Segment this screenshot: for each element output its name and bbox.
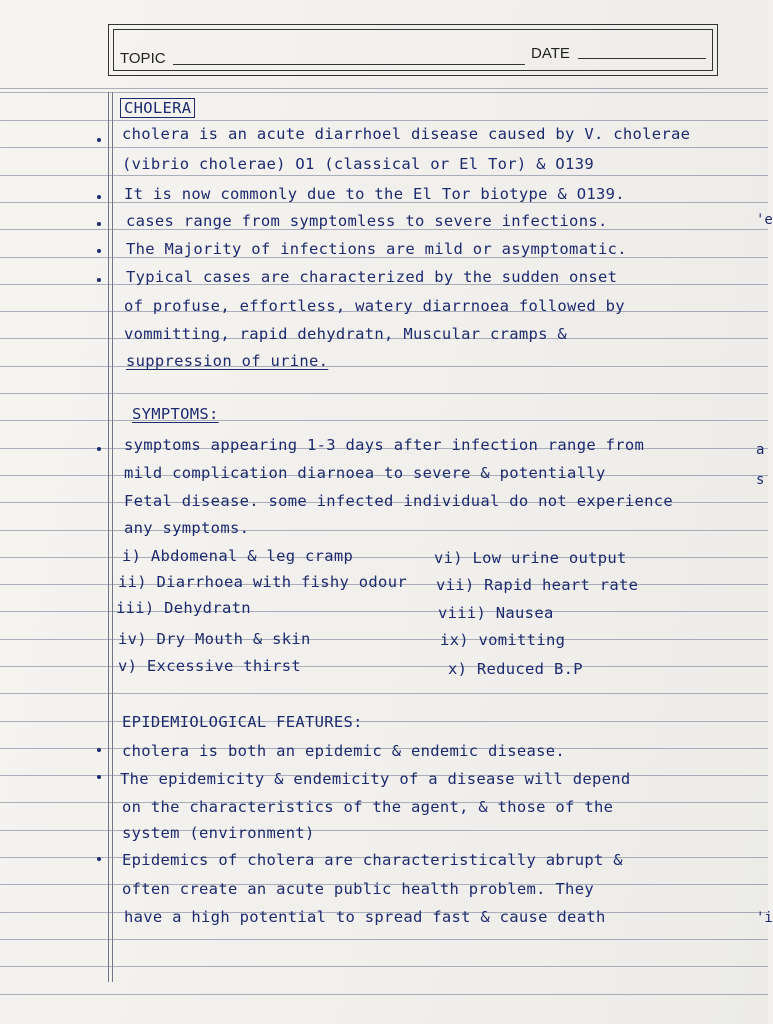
text-line: mild complication diarnoea to severe & potentially (124, 464, 606, 482)
text-line: cholera is an acute diarrhoel disease caused by V. cholerae (122, 125, 691, 143)
ruled-line (0, 557, 768, 558)
text-line: system (environment) (122, 824, 315, 842)
ruled-line (0, 88, 768, 89)
text-line: on the characteristics of the agent, & those of the (122, 798, 614, 816)
bullet (97, 447, 101, 451)
text-line: any symptoms. (124, 519, 250, 537)
margin-line-inner (112, 92, 113, 982)
text-line: Epidemics of cholera are characteristically abrupt & (122, 851, 623, 869)
text-line: symptoms appearing 1-3 days after infection range from (124, 436, 645, 454)
topic-label: TOPIC (120, 50, 166, 67)
ruled-line (0, 393, 768, 394)
margin-line-outer (108, 92, 109, 982)
bullet (97, 195, 101, 199)
ruled-line (0, 147, 768, 148)
section-title-symptoms: SYMPTOMS: (132, 405, 219, 423)
symptom-item: v) Excessive thirst (118, 657, 302, 675)
ruled-line (0, 120, 768, 121)
margin-mark: s (756, 472, 765, 488)
symptom-item: ix) vomitting (440, 631, 566, 649)
ruled-line (0, 994, 768, 995)
date-label: DATE (531, 45, 570, 62)
ruled-line (0, 175, 768, 176)
symptom-item: i) Abdomenal & leg cramp (122, 547, 354, 565)
bullet (97, 222, 101, 226)
ruled-line (0, 530, 768, 531)
ruled-line (0, 420, 768, 421)
text-line: often create an acute public health problem. They (122, 880, 594, 898)
ruled-line (0, 693, 768, 694)
ruled-line (0, 830, 768, 831)
date-line (578, 58, 706, 59)
ruled-line (0, 366, 768, 367)
symptom-item: ii) Diarrhoea with fishy odour (118, 573, 407, 591)
bullet (97, 249, 101, 253)
ruled-line (0, 639, 768, 640)
text-line: cases range from symptomless to severe infections. (126, 212, 608, 230)
symptom-item: iii) Dehydratn (116, 599, 251, 617)
text-line: Fetal disease. some infected individual do not experience (124, 492, 674, 510)
text-line: cholera is both an epidemic & endemic disease. (122, 742, 566, 760)
margin-mark: 'e (756, 212, 773, 228)
text-line: The epidemicity & endemicity of a disease will depend (120, 770, 631, 788)
text-line: (vibrio cholerae) O1 (classical or El Tor) & O139 (122, 155, 594, 173)
text-line: suppression of urine. (126, 352, 329, 370)
ruled-line (0, 92, 768, 93)
ruled-line (0, 939, 768, 940)
symptom-item: iv) Dry Mouth & skin (118, 630, 311, 648)
topic-line (173, 64, 525, 65)
margin-mark: a (756, 442, 765, 458)
text-line: Typical cases are characterized by the sudden onset (126, 268, 618, 286)
bullet (97, 857, 101, 861)
section-title-cholera: CHOLERA (120, 98, 195, 118)
bullet (97, 278, 101, 282)
symptom-item: x) Reduced B.P (448, 660, 583, 678)
text-line: It is now commonly due to the El Tor biotype & O139. (124, 185, 625, 203)
bullet (97, 748, 101, 752)
text-line: The Majority of infections are mild or asymptomatic. (126, 240, 627, 258)
ruled-line (0, 666, 768, 667)
symptom-item: vi) Low urine output (434, 549, 627, 567)
bullet (97, 138, 101, 142)
text-line: of profuse, effortless, watery diarrnoea followed by (124, 297, 625, 315)
section-title-epidemiological: EPIDEMIOLOGICAL FEATURES: (122, 713, 363, 731)
symptom-item: viii) Nausea (438, 604, 554, 622)
ruled-line (0, 721, 768, 722)
margin-mark: 'i (756, 910, 773, 926)
ruled-line (0, 966, 768, 967)
bullet (97, 775, 101, 779)
text-line: have a high potential to spread fast & cause death (124, 908, 606, 926)
text-line: vommitting, rapid dehydratn, Muscular cramps & (124, 325, 568, 343)
symptom-item: vii) Rapid heart rate (436, 576, 639, 594)
